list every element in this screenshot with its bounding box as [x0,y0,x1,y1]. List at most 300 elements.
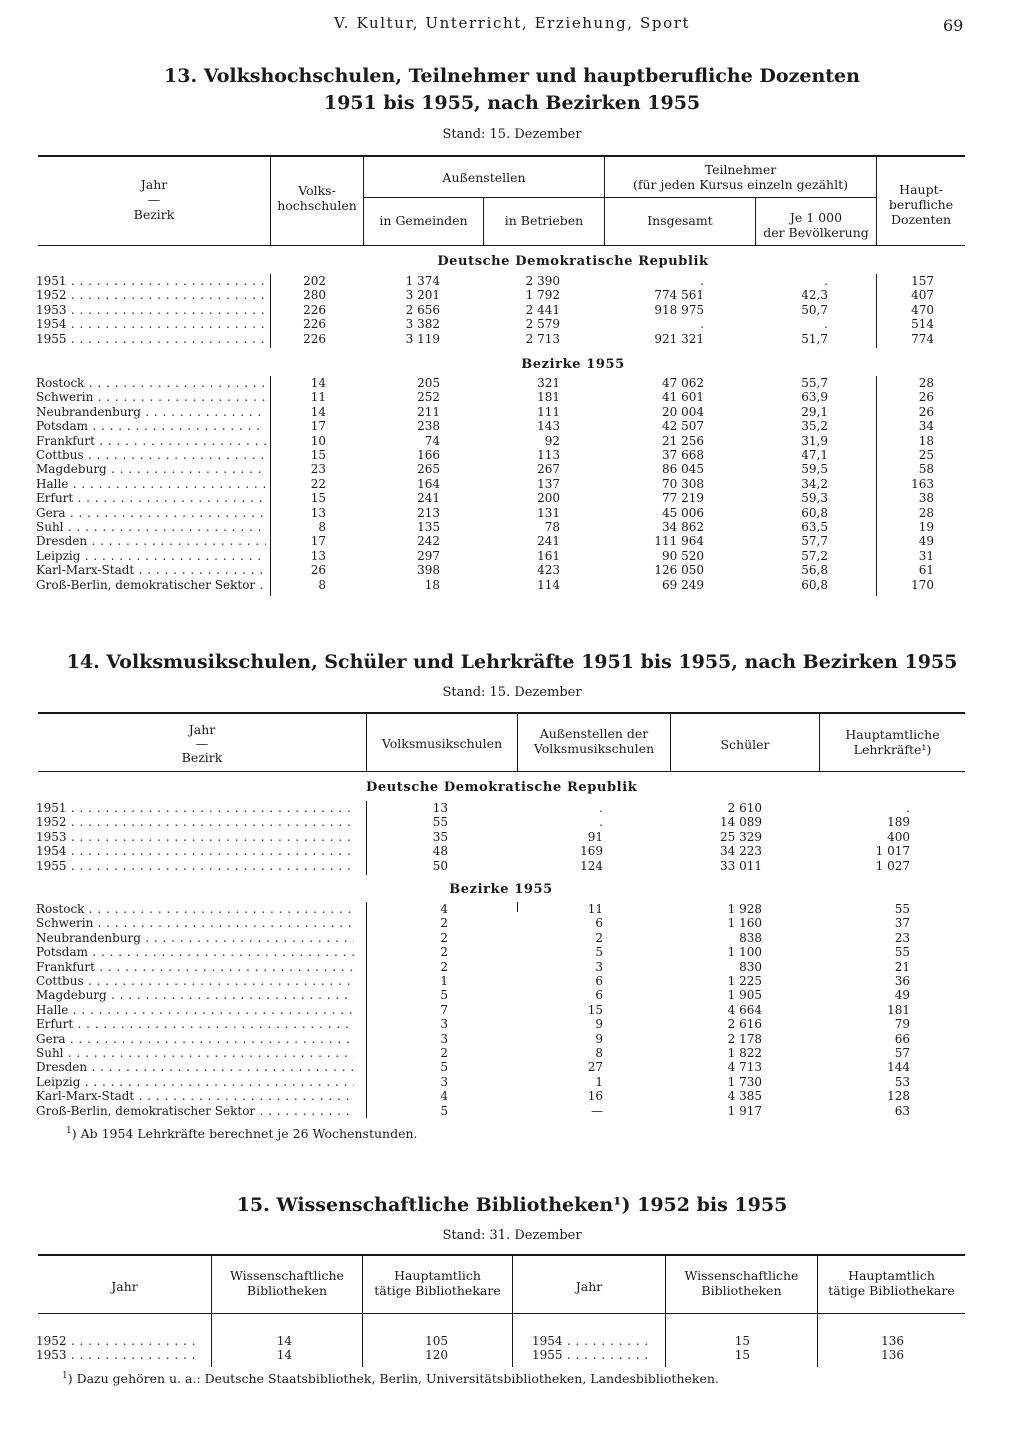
row-label: 1953 . . . [36,303,266,317]
cell-aussen: 16 [587,1089,603,1104]
t15-head-bib-2: Wissenschaftliche Bibliotheken [684,1268,799,1298]
t14-ddr-row [0,830,1024,844]
t14-head-aussen: Außenstellen der Volksmusikschulen [533,726,655,756]
t14-bezirk-row [0,988,1024,1002]
cell-aussen: 1 [595,1074,603,1089]
cell-gemeinden: 3 201 [405,288,440,303]
cell-lehr: 128 [887,1089,910,1104]
cell-vhs: 11 [310,390,326,405]
t15-title: 15. Wissenschaftliche Bibliotheken¹) 1952 bis 1955 [236,1194,788,1216]
cell-aussen: 3 [595,959,603,974]
t15-head-jahr-2: Jahr [575,1278,603,1294]
cell-schueler: 830 [739,959,762,974]
cell-vms: 5 [440,988,448,1003]
cell-gemeinden: 211 [417,404,440,419]
cell-vhs: 280 [303,288,326,303]
row-label: Groß-Berlin, demokratischer Sektor . . . [36,1104,354,1118]
cell-vhs: 10 [310,433,326,448]
cell-insgesamt: 921 321 [654,331,704,346]
cell-bib: 15 [734,1348,750,1363]
cell-lehr: 55 [894,902,910,916]
t14-bezirk-row [0,1075,1024,1089]
t14-ddr-row [0,844,1024,858]
cell-gemeinden: 213 [417,505,440,520]
t15-header-bottom-rule [38,1313,965,1314]
cell-schueler: 1 225 [727,974,762,988]
row-label: Frankfurt . . . [36,434,266,448]
cell-vhs: 22 [310,476,326,491]
cell-aussen: . [599,801,603,815]
t13-bezirk-row [0,405,1024,419]
cell-vhs: 15 [310,448,326,462]
cell-dozenten: 19 [918,520,934,534]
cell-lehr: 21 [894,959,910,974]
cell-insgesamt: 126 050 [654,563,704,578]
cell-insgesamt: 70 308 [662,476,704,491]
t14-top-rule [38,712,965,714]
row-label: Leipzig . . . [36,1075,354,1089]
row-label: Suhl . . . [36,1046,354,1060]
t13-head-bezirk: Bezirk [133,206,175,222]
cell-dozenten: 163 [911,476,934,491]
t13-body-vrule-a1 [270,274,271,348]
cell-insgesamt: 774 561 [654,288,704,303]
t14-bezirk-row [0,945,1024,959]
cell-schueler: 1 100 [727,945,762,960]
t15-head-bibl-2: Hauptamtlich tätige Bibliothekare [828,1268,955,1298]
cell-lehr: 181 [887,1002,910,1017]
cell-vms: 55 [432,815,448,830]
row-label: Schwerin . . . [36,916,354,930]
t14-bezirk-row [0,1003,1024,1017]
cell-vhs: 226 [303,331,326,346]
row-label: Halle . . . [36,477,266,491]
t13-bezirk-row [0,419,1024,433]
cell-betrieben: 200 [537,491,560,506]
t13-bezirk-row [0,434,1024,448]
t14-head-dash: — [195,735,209,751]
cell-aussen: 9 [595,1031,603,1046]
t15-head-bibl-1: Hauptamtlich tätige Bibliothekare [374,1268,501,1298]
cell-betrieben: 423 [537,563,560,578]
t14-body-vrule-2 [366,902,367,1118]
t14-bezirk-row [0,960,1024,974]
cell-lehr: 400 [887,829,910,844]
row-label-jahr: 1952 . . . [36,1334,200,1348]
row-label: Dresden . . . [36,1060,354,1074]
cell-vms: 2 [440,945,448,960]
row-label-jahr: 1954 . . . [532,1334,654,1348]
cell-vhs: 226 [303,317,326,332]
cell-insgesamt: 47 062 [662,376,704,390]
cell-vhs: 226 [303,302,326,317]
cell-je1000: . [824,317,828,332]
t14-body-vrule-3 [517,902,518,912]
row-label: Neubrandenburg . . . [36,931,354,945]
t13-ddr-row [0,317,1024,331]
t14-footnote [66,1126,418,1141]
cell-aussen: 6 [595,916,603,931]
t13-body-vrule-a2 [270,376,271,596]
cell-schueler: 4 664 [727,1002,762,1017]
cell-vhs: 14 [310,404,326,419]
cell-aussen: 169 [580,844,603,859]
cell-aussen: 6 [595,974,603,988]
t13-bezirk-row [0,534,1024,548]
t14-bezirk-row [0,902,1024,916]
cell-vms: 3 [440,1031,448,1046]
row-label: Suhl . . . [36,520,266,534]
t15-head-bib-1: Wissenschaftliche Bibliotheken [230,1268,344,1298]
row-label: Gera . . . [36,1032,354,1046]
cell-aussen: 8 [595,1046,603,1060]
cell-vms: 2 [440,1046,448,1060]
t14-bezirk-row [0,1017,1024,1031]
cell-vms: 2 [440,930,448,945]
t13-ddr-row [0,332,1024,346]
cell-insgesamt: 918 975 [654,302,704,317]
t15-footnote-mark: 1 [62,1371,68,1381]
t14-section-bezirke: Bezirke 1955 [449,882,553,897]
t13-head-dash: — [147,191,161,207]
cell-bib: 14 [276,1334,292,1348]
cell-lehr: . [906,801,910,815]
cell-vhs: 8 [318,577,326,592]
cell-schueler: 14 089 [720,815,762,830]
cell-insgesamt: 41 601 [662,390,704,405]
t13-ddr-row [0,274,1024,288]
cell-bib: 14 [276,1348,292,1363]
cell-aussen: 5 [595,945,603,960]
row-label: 1954 . . . [36,317,266,331]
cell-schueler: 1 905 [727,988,762,1003]
cell-schueler: 2 616 [727,1017,762,1032]
cell-aussen: 124 [580,858,603,873]
t13-head-betrieben: in Betrieben [504,212,584,228]
cell-lehr: 23 [894,930,910,945]
cell-je1000: 55,7 [801,376,828,390]
cell-vms: 5 [440,1060,448,1075]
cell-dozenten: 61 [918,563,934,578]
page-number: 69 [943,16,964,35]
cell-gemeinden: 297 [417,548,440,563]
cell-je1000: 63,5 [801,520,828,534]
cell-betrieben: 1 792 [525,288,560,303]
cell-vms: 7 [440,1002,448,1017]
cell-insgesamt: . [700,317,704,332]
t13-head-teilnehmer: Teilnehmer (für jeden Kursus einzeln gezählt) [633,162,848,192]
t14-head-schueler: Schüler [720,736,770,752]
cell-je1000: 47,1 [801,448,828,462]
cell-je1000: 50,7 [801,302,828,317]
cell-schueler: 4 385 [727,1089,762,1104]
t15-footnote-text: ) Dazu gehören u. a.: Deutsche Staatsbibliothek, Berlin, Universitätsbibliotheken, Landesbibliotheken. [67,1371,719,1387]
t14-bezirk-row [0,974,1024,988]
t13-bezirk-row [0,578,1024,592]
cell-insgesamt: 90 520 [662,548,704,563]
cell-lehr: 63 [894,1103,910,1118]
t13-section-bezirke: Bezirke 1955 [521,357,625,372]
t15-footnote [62,1371,719,1386]
cell-schueler: 25 329 [720,829,762,844]
cell-lehr: 55 [894,945,910,960]
cell-aussen: — [591,1103,603,1118]
cell-dozenten: 157 [911,274,934,288]
cell-schueler: 1 928 [727,902,762,916]
t13-bezirk-row [0,477,1024,491]
cell-vhs: 23 [310,462,326,477]
row-label: 1952 . . . [36,288,266,302]
cell-betrieben: 181 [537,390,560,405]
cell-gemeinden: 18 [424,577,440,592]
row-label: Schwerin . . . [36,390,266,404]
cell-schueler: 1 917 [727,1103,762,1118]
cell-dozenten: 26 [918,390,934,405]
row-label: Potsdam . . . [36,419,266,433]
cell-vms: 48 [432,844,448,859]
cell-lehr: 49 [894,988,910,1003]
t13-head-insgesamt: Insgesamt [647,212,713,228]
cell-betrieben: 267 [537,462,560,477]
cell-vhs: 17 [310,534,326,549]
cell-vhs: 202 [303,274,326,288]
cell-je1000: 31,9 [801,433,828,448]
t13-head-aussen: Außenstellen [442,169,526,185]
cell-je1000: 35,2 [801,419,828,434]
row-label: Karl-Marx-Stadt . . . [36,1089,354,1103]
cell-gemeinden: 205 [417,376,440,390]
cell-betrieben: 143 [537,419,560,434]
t13-bezirk-row [0,376,1024,390]
t13-title-line1: 13. Volkshochschulen, Teilnehmer und hauptberufliche Dozenten [164,65,860,87]
cell-dozenten: 514 [911,317,934,332]
cell-je1000: 63,9 [801,390,828,405]
running-title: V. Kultur, Unterricht, Erziehung, Sport [334,14,691,32]
cell-dozenten: 170 [911,577,934,592]
cell-aussen: 15 [587,1002,603,1017]
t15-head-jahr-1: Jahr [111,1278,138,1294]
row-label: Groß-Berlin, demokratischer Sektor . . . [36,578,266,592]
cell-gemeinden: 398 [417,563,440,578]
cell-betrieben: 161 [537,548,560,563]
cell-bibl: 105 [425,1334,448,1348]
cell-insgesamt: 20 004 [662,404,704,419]
row-label: Rostock . . . [36,902,354,916]
cell-vms: 35 [432,829,448,844]
running-header [0,14,1024,36]
cell-insgesamt: 42 507 [662,419,704,434]
cell-vms: 3 [440,1017,448,1032]
cell-betrieben: 2 390 [525,274,560,288]
cell-betrieben: 241 [537,534,560,549]
cell-vms: 4 [440,902,448,916]
cell-vms: 2 [440,959,448,974]
row-label: Neubrandenburg . . . [36,405,266,419]
cell-lehr: 66 [894,1031,910,1046]
t14-bezirk-row [0,1032,1024,1046]
t14-header-bottom-rule [38,771,965,772]
cell-gemeinden: 3 119 [405,331,440,346]
cell-vms: 4 [440,1089,448,1104]
cell-betrieben: 2 579 [525,317,560,332]
row-label: Potsdam . . . [36,945,354,959]
cell-betrieben: 111 [537,404,560,419]
cell-betrieben: 114 [537,577,560,592]
cell-je1000: 57,7 [801,534,828,549]
cell-insgesamt: 86 045 [662,462,704,477]
cell-vhs: 17 [310,419,326,434]
cell-dozenten: 49 [918,534,934,549]
t13-bezirk-row [0,462,1024,476]
cell-dozenten: 38 [918,491,934,506]
cell-schueler: 34 223 [720,844,762,859]
cell-schueler: 33 011 [720,858,762,873]
cell-schueler: 1 160 [727,916,762,931]
t15-row [0,1348,1024,1362]
t13-body-vrule-b2 [876,376,877,596]
cell-dozenten: 407 [911,288,934,303]
t13-ddr-row [0,303,1024,317]
cell-insgesamt: 45 006 [662,505,704,520]
cell-insgesamt: 21 256 [662,433,704,448]
cell-betrieben: 113 [537,448,560,462]
t14-body-vrule-1 [366,801,367,875]
cell-insgesamt: 37 668 [662,448,704,462]
cell-schueler: 1 822 [727,1046,762,1060]
row-label: Frankfurt . . . [36,960,354,974]
cell-betrieben: 78 [544,520,560,534]
cell-schueler: 1 730 [727,1074,762,1089]
cell-lehr: 53 [894,1074,910,1089]
cell-aussen: 91 [587,829,603,844]
cell-dozenten: 31 [918,548,934,563]
t13-stand: Stand: 15. Dezember [442,127,582,142]
cell-lehr: 1 017 [875,844,910,859]
row-label: Cottbus . . . [36,974,354,988]
cell-vms: 5 [440,1103,448,1118]
cell-gemeinden: 166 [417,448,440,462]
cell-bib: 15 [734,1334,750,1348]
t14-bezirk-row [0,1104,1024,1118]
cell-schueler: 838 [739,930,762,945]
cell-betrieben: 92 [544,433,560,448]
cell-je1000: 51,7 [801,331,828,346]
t13-bezirk-row [0,506,1024,520]
t14-head-jahr: Jahr [188,721,216,737]
cell-betrieben: 2 713 [525,331,560,346]
cell-bibl: 120 [425,1348,448,1363]
cell-vms: 2 [440,916,448,931]
cell-vhs: 8 [318,520,326,534]
cell-insgesamt: 111 964 [654,534,704,549]
t13-section-ddr: Deutsche Demokratische Republik [437,254,709,269]
cell-betrieben: 131 [537,505,560,520]
cell-vhs: 14 [310,376,326,390]
cell-je1000: 59,5 [801,462,828,477]
row-label: Erfurt . . . [36,1017,354,1031]
t13-top-rule [38,155,965,157]
cell-vhs: 13 [310,505,326,520]
cell-bibl: 136 [881,1348,904,1363]
cell-je1000: 56,8 [801,563,828,578]
cell-dozenten: 25 [918,448,934,462]
t14-bezirk-row [0,1046,1024,1060]
t14-ddr-row [0,801,1024,815]
t13-body-vrule-b1 [876,274,877,348]
row-label: Gera . . . [36,506,266,520]
cell-aussen: 27 [587,1060,603,1075]
t13-ddr-row [0,288,1024,302]
row-label: Erfurt . . . [36,491,266,505]
t13-bezirk-row [0,563,1024,577]
t13-title-line2: 1951 bis 1955, nach Bezirken 1955 [323,92,701,114]
row-label-jahr: 1955 . . . [532,1348,654,1362]
cell-je1000: 57,2 [801,548,828,563]
cell-vms: 1 [440,974,448,988]
t14-section-ddr: Deutsche Demokratische Republik [366,780,638,795]
t14-bezirk-row [0,931,1024,945]
row-label: Dresden . . . [36,534,266,548]
row-label-jahr: 1953 . . . [36,1348,200,1362]
cell-gemeinden: 2 656 [405,302,440,317]
cell-insgesamt: 77 219 [662,491,704,506]
t13-bezirk-row [0,491,1024,505]
cell-aussen: . [599,815,603,830]
t14-ddr-row [0,859,1024,873]
cell-gemeinden: 74 [424,433,440,448]
cell-dozenten: 58 [918,462,934,477]
row-label: 1955 . . . [36,332,266,346]
cell-dozenten: 34 [918,419,934,434]
row-label: 1951 . . . [36,274,266,288]
row-label: 1952 . . . [36,815,354,829]
cell-gemeinden: 252 [417,390,440,405]
cell-je1000: 60,8 [801,577,828,592]
cell-aussen: 9 [595,1017,603,1032]
t13-bezirk-row [0,390,1024,404]
cell-lehr: 189 [887,815,910,830]
cell-dozenten: 28 [918,505,934,520]
t14-bezirk-row [0,916,1024,930]
t15-top-rule [38,1254,965,1256]
row-label: Leipzig . . . [36,549,266,563]
cell-gemeinden: 3 382 [405,317,440,332]
t14-head-bezirk: Bezirk [181,749,223,765]
cell-betrieben: 321 [537,376,560,390]
t13-header-mid-rule [363,197,876,198]
row-label: 1955 . . . [36,859,354,873]
t14-head-vms: Volksmusikschulen [381,735,503,751]
cell-je1000: 60,8 [801,505,828,520]
t14-footnote-mark: 1 [66,1126,72,1136]
cell-insgesamt: 34 862 [662,520,704,534]
cell-aussen: 2 [595,930,603,945]
cell-gemeinden: 265 [417,462,440,477]
t13-head-jahr: Jahr [140,176,168,192]
t15-stand: Stand: 31. Dezember [442,1228,582,1243]
t14-bezirk-row [0,1089,1024,1103]
cell-gemeinden: 1 374 [405,274,440,288]
row-label: Cottbus . . . [36,448,266,462]
row-label: 1954 . . . [36,844,354,858]
cell-je1000: 42,3 [801,288,828,303]
cell-je1000: 29,1 [801,404,828,419]
t13-bezirk-row [0,448,1024,462]
cell-je1000: 59,3 [801,491,828,506]
cell-lehr: 57 [894,1046,910,1060]
cell-dozenten: 774 [911,331,934,346]
cell-lehr: 144 [887,1060,910,1075]
